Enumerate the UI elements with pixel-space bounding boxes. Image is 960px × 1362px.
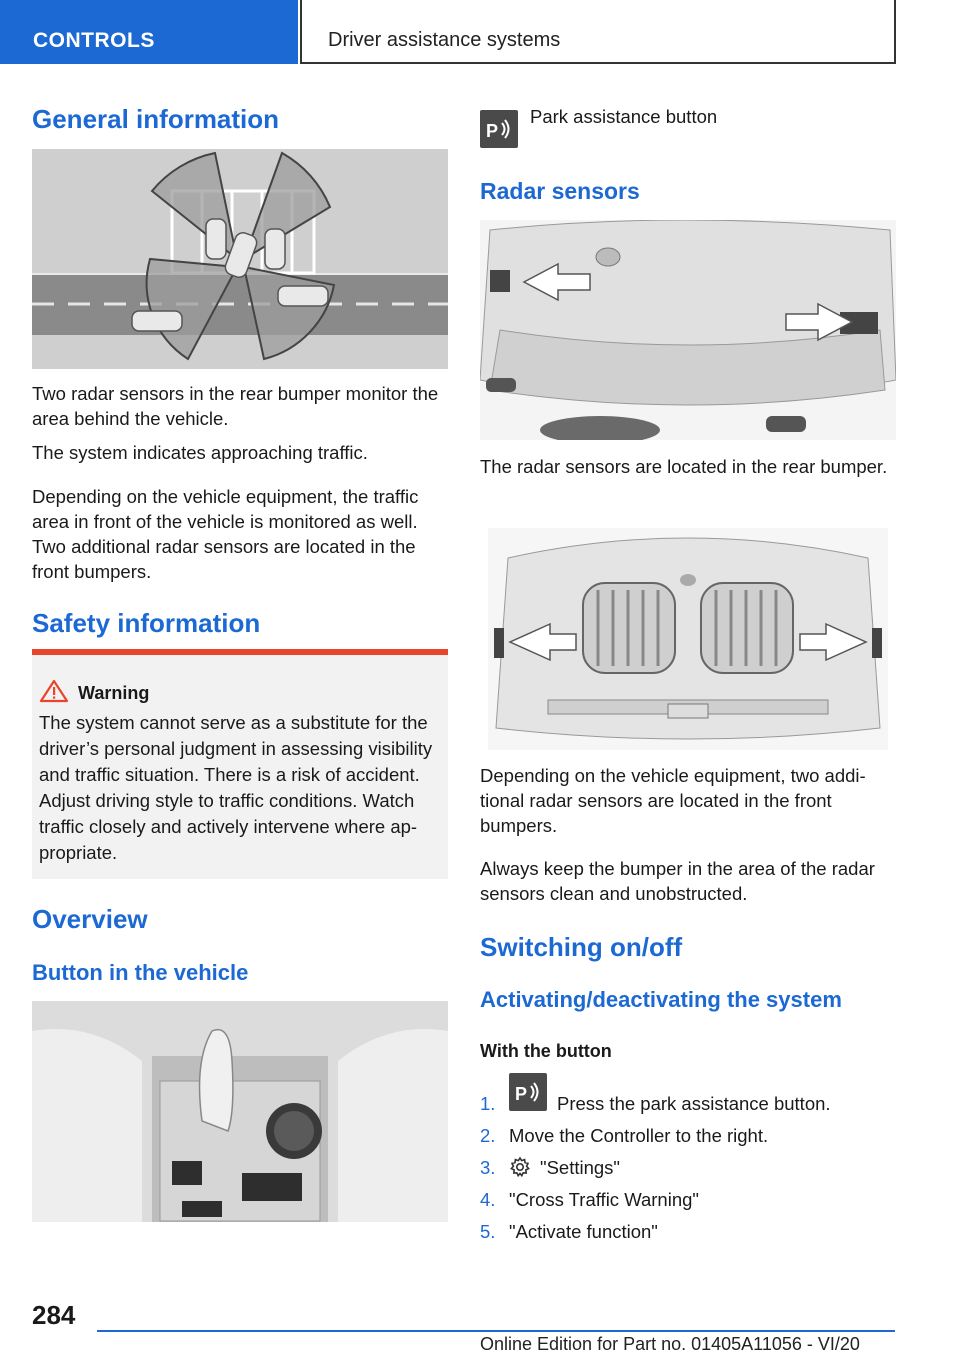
section-tab [0, 0, 298, 64]
step-number: 5. [480, 1221, 496, 1242]
heading-safety-information: Safety information [32, 608, 261, 638]
heading-radar-sensors: Radar sensors [480, 178, 640, 204]
park-assist-button-label: Park assistance button [530, 106, 718, 127]
park-assist-icon [480, 110, 518, 148]
footer-divider [97, 1330, 895, 1332]
step-number: 4. [480, 1189, 496, 1210]
heading-general-information: General information [32, 104, 280, 134]
figure-front-bumper [488, 528, 888, 750]
paragraph-front-monitor: Depending on the vehicle equipment, the traffic area in front of the vehicle is monitored as well. Two additional radar sensors are located in the front bumpers. [32, 486, 419, 582]
heading-switching: Switching on/off [480, 932, 683, 962]
warning-box [32, 649, 448, 879]
paragraph-rear-sensors: The radar sensors are located in the rear bumper. [480, 456, 888, 477]
paragraph-keep-clean: Always keep the bumper in the area of the radar sensors clean and unobstructed. [480, 858, 875, 904]
figure-radar-coverage [32, 149, 448, 369]
step-text: Move the Controller to the right. [509, 1125, 769, 1146]
page-number: 284 [32, 1300, 76, 1330]
step-text: "Settings" [540, 1157, 620, 1178]
figure-center-console [32, 1001, 448, 1222]
step-text: Press the park assistance button. [557, 1093, 831, 1114]
warning-body: The system cannot serve as a substitute for the driver’s personal judgment in assessing visibility and traffic situation. There is a risk of accident. Adjust driving style to traffic conditions. Watch traffic closely and actively intervene where ap‐propriate. [39, 712, 433, 863]
gear-icon [509, 1156, 531, 1183]
footer-edition: Online Edition for Part no. 01405A11056 - VI/20 [480, 1334, 860, 1354]
park-assist-icon [509, 1073, 547, 1111]
paragraph-indicates-traffic: The system indicates approaching traffic. [32, 442, 368, 463]
warning-title: Warning [78, 683, 150, 703]
chapter-title: Driver assistance systems [328, 29, 561, 51]
step-number: 2. [480, 1125, 496, 1146]
heading-activating: Activating/deactivating the system [480, 987, 842, 1012]
step-text: "Activate function" [509, 1221, 658, 1242]
step-number: 1. [480, 1093, 496, 1114]
svg-text:P: P [486, 121, 499, 141]
warning-triangle-icon [39, 679, 69, 708]
section-title: CONTROLS [33, 29, 155, 52]
paragraph-front-sensors: Depending on the vehicle equipment, two addi‐tional radar sensors are located in the front bumpers. [480, 765, 866, 836]
subheading-with-button: With the button [480, 1041, 612, 1061]
svg-text:P: P [515, 1084, 528, 1104]
paragraph-rear-monitor: Two radar sensors in the rear bumper monitor the area behind the vehicle. [32, 383, 439, 429]
heading-overview: Overview [32, 904, 148, 934]
figure-rear-bumper [480, 220, 896, 440]
chapter-header [300, 0, 896, 64]
heading-button-in-vehicle: Button in the vehicle [32, 960, 249, 985]
step-text: "Cross Traffic Warning" [509, 1189, 699, 1210]
step-number: 3. [480, 1157, 496, 1178]
